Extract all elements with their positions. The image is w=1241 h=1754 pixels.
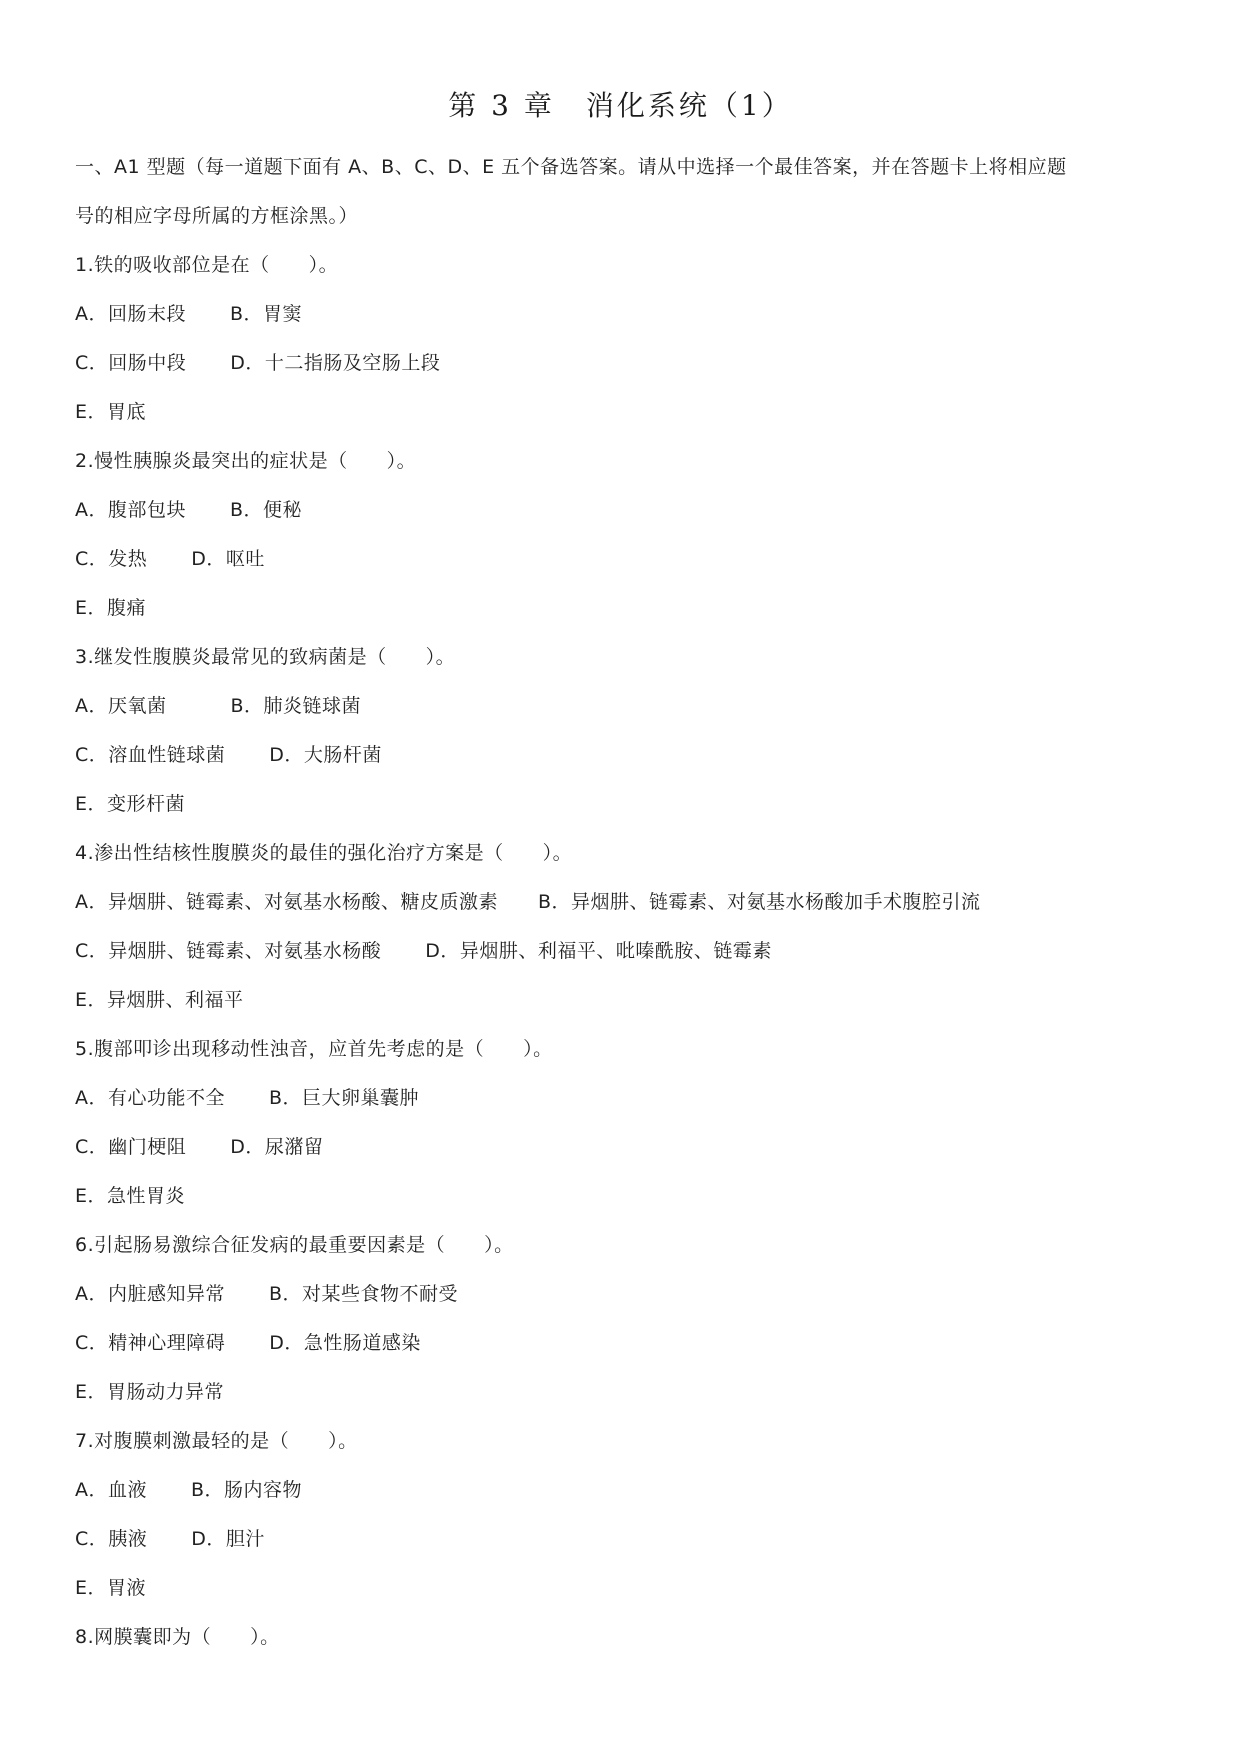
option-d: D．异烟肼、利福平、吡嗪酰胺、链霉素: [425, 940, 772, 962]
options-row: [75, 1319, 1170, 1368]
options-row: [75, 731, 1170, 780]
option-c: C．精神心理障碍: [75, 1332, 226, 1354]
options-row: [75, 1074, 1170, 1123]
options-row: [75, 878, 1170, 927]
option-a: A．异烟肼、链霉素、对氨基水杨酸、糖皮质激素: [75, 891, 498, 913]
option-a: A．有心功能不全: [75, 1087, 225, 1109]
options-row: [75, 682, 1170, 731]
options-row: [75, 1466, 1170, 1515]
options-row: [75, 1270, 1170, 1319]
option-d: D．大肠杆菌: [269, 744, 382, 766]
option-b: B．肠内容物: [191, 1479, 303, 1501]
option-b: B．对某些食物不耐受: [269, 1283, 459, 1305]
question-stem: 4.渗出性结核性腹膜炎的最佳的强化治疗方案是（ ）。: [75, 842, 573, 864]
options-row: [75, 535, 1170, 584]
option-c: C．胰液: [75, 1528, 148, 1550]
option-e: E．胃底: [75, 401, 147, 423]
options-row: [75, 1515, 1170, 1564]
exam-content: [75, 143, 1170, 1662]
option-d: D．急性肠道感染: [269, 1332, 421, 1354]
option-c: C．溶血性链球菌: [75, 744, 226, 766]
option-c: C．回肠中段: [75, 352, 187, 374]
chapter-title: 第 3 章 消化系统（1）: [448, 89, 793, 122]
option-c: C．异烟肼、链霉素、对氨基水杨酸: [75, 940, 382, 962]
option-b: B．便秘: [230, 499, 303, 521]
section-instruction-line-2: 号的相应字母所属的方框涂黑。）: [75, 205, 359, 227]
option-a: A．厌氧菌: [75, 695, 167, 717]
options-row: [75, 1123, 1170, 1172]
options-row: [75, 339, 1170, 388]
option-e: E．胃肠动力异常: [75, 1381, 225, 1403]
question-stem: 6.引起肠易激综合征发病的最重要因素是（ ）。: [75, 1234, 514, 1256]
option-d: D．尿潴留: [230, 1136, 324, 1158]
option-c: C．幽门梗阻: [75, 1136, 187, 1158]
option-c: C．发热: [75, 548, 148, 570]
option-e: E．急性胃炎: [75, 1185, 186, 1207]
options-row: [75, 290, 1170, 339]
options-row: [75, 927, 1170, 976]
option-b: B．胃窦: [230, 303, 303, 325]
question-stem: 5.腹部叩诊出现移动性浊音，应首先考虑的是（ ）。: [75, 1038, 553, 1060]
option-d: D．呕吐: [191, 548, 265, 570]
option-d: D．胆汁: [191, 1528, 265, 1550]
question-stem: 7.对腹膜刺激最轻的是（ ）。: [75, 1430, 358, 1452]
option-a: A．内脏感知异常: [75, 1283, 225, 1305]
option-a: A．腹部包块: [75, 499, 186, 521]
option-a: A．回肠末段: [75, 303, 186, 325]
option-e: E．腹痛: [75, 597, 147, 619]
question-stem: 8.网膜囊即为（ ）。: [75, 1626, 280, 1648]
option-b: B．巨大卵巢囊肿: [269, 1087, 420, 1109]
option-b: B．异烟肼、链霉素、对氨基水杨酸加手术腹腔引流: [538, 891, 981, 913]
question-stem: 3.继发性腹膜炎最常见的致病菌是（ ）。: [75, 646, 456, 668]
option-e: E．变形杆菌: [75, 793, 186, 815]
question-stem: 2.慢性胰腺炎最突出的症状是（ ）。: [75, 450, 417, 472]
option-e: E．胃液: [75, 1577, 147, 1599]
option-b: B．肺炎链球菌: [230, 695, 362, 717]
option-d: D．十二指肠及空肠上段: [230, 352, 441, 374]
question-stem: 1.铁的吸收部位是在（ ）。: [75, 254, 339, 276]
section-instruction-line-1: 一、A1 型题（每一道题下面有 A、B、C、D、E 五个备选答案。请从中选择一个最佳答案，并在答题卡上将相应题: [75, 156, 1067, 178]
options-row: [75, 486, 1170, 535]
option-a: A．血液: [75, 1479, 147, 1501]
option-e: E．异烟肼、利福平: [75, 989, 244, 1011]
